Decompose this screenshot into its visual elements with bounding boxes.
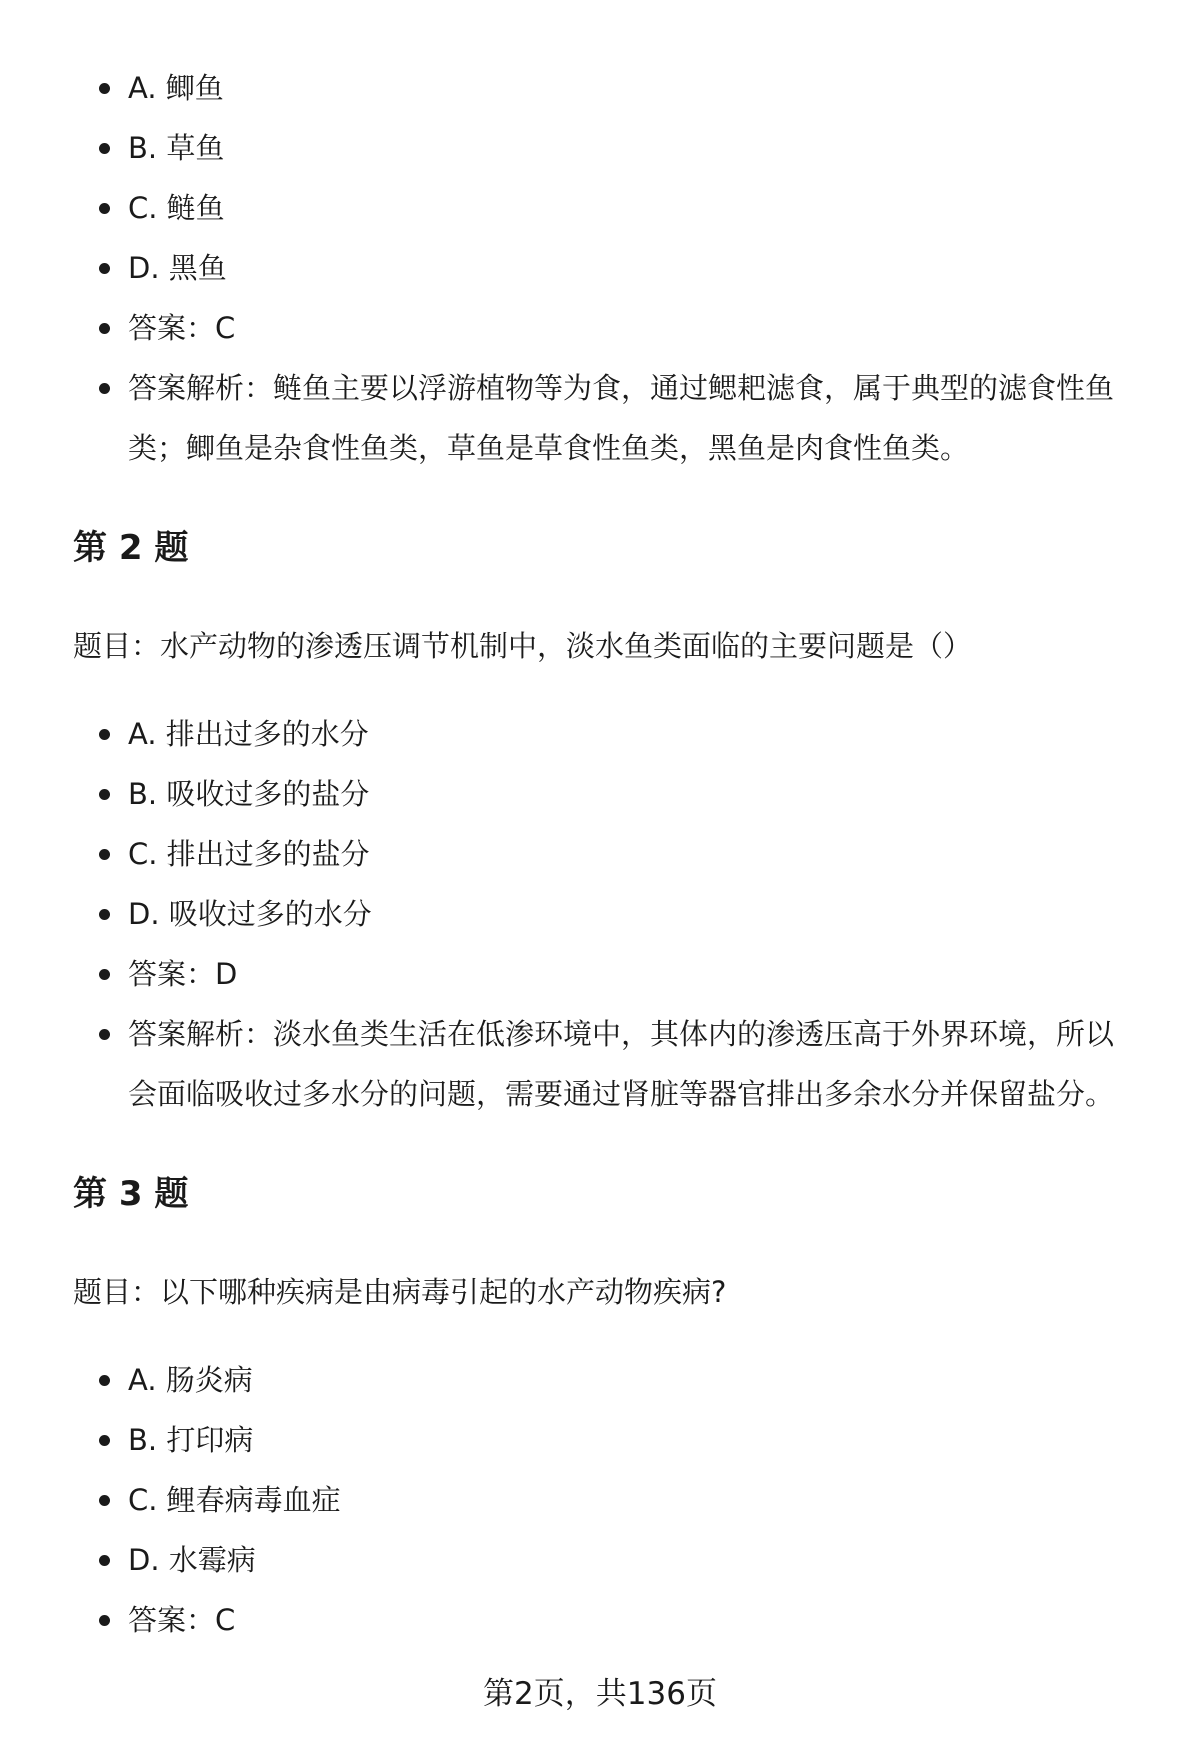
q2-option-list: [0, 704, 1200, 1124]
q1-option-d: D. 黑鱼: [0, 238, 1200, 298]
q1-option-c: C. 鲢鱼: [0, 178, 1200, 238]
q1-option-list: [0, 58, 1200, 478]
q3-heading: 第 3 题: [73, 1174, 189, 1214]
q3-option-a: A. 肠炎病: [0, 1350, 1200, 1410]
q2-explanation: 答案解析：淡水鱼类生活在低渗环境中，其体内的渗透压高于外界环境，所以会面临吸收过多水分的问题，需要通过肾脏等器官排出多余水分并保留盐分。: [0, 1004, 1200, 1124]
q3-option-c: C. 鲤春病毒血症: [0, 1470, 1200, 1530]
page-number: 第2页，共136页: [483, 1676, 717, 1712]
q2-heading: 第 2 题: [73, 528, 189, 568]
q3-option-d: D. 水霉病: [0, 1530, 1200, 1590]
q2-option-c: C. 排出过多的盐分: [0, 824, 1200, 884]
q1-explanation: 答案解析：鲢鱼主要以浮游植物等为食，通过鳃耙滤食，属于典型的滤食性鱼类；鲫鱼是杂食性鱼类，草鱼是草食性鱼类，黑鱼是肉食性鱼类。: [0, 358, 1200, 478]
q2-option-a: A. 排出过多的水分: [0, 704, 1200, 764]
q1-option-b: B. 草鱼: [0, 118, 1200, 178]
q3-question: 题目：以下哪种疾病是由病毒引起的水产动物疾病?: [73, 1275, 727, 1309]
q2-option-d: D. 吸收过多的水分: [0, 884, 1200, 944]
q1-option-a: A. 鲫鱼: [0, 58, 1200, 118]
q2-answer: 答案：D: [0, 944, 1200, 1004]
q2-option-b: B. 吸收过多的盐分: [0, 764, 1200, 824]
q3-option-list: [0, 1350, 1200, 1650]
q1-answer: 答案：C: [0, 298, 1200, 358]
q3-option-b: B. 打印病: [0, 1410, 1200, 1470]
q3-answer: 答案：C: [0, 1590, 1200, 1650]
q2-question: 题目：水产动物的渗透压调节机制中，淡水鱼类面临的主要问题是（）: [73, 629, 973, 663]
